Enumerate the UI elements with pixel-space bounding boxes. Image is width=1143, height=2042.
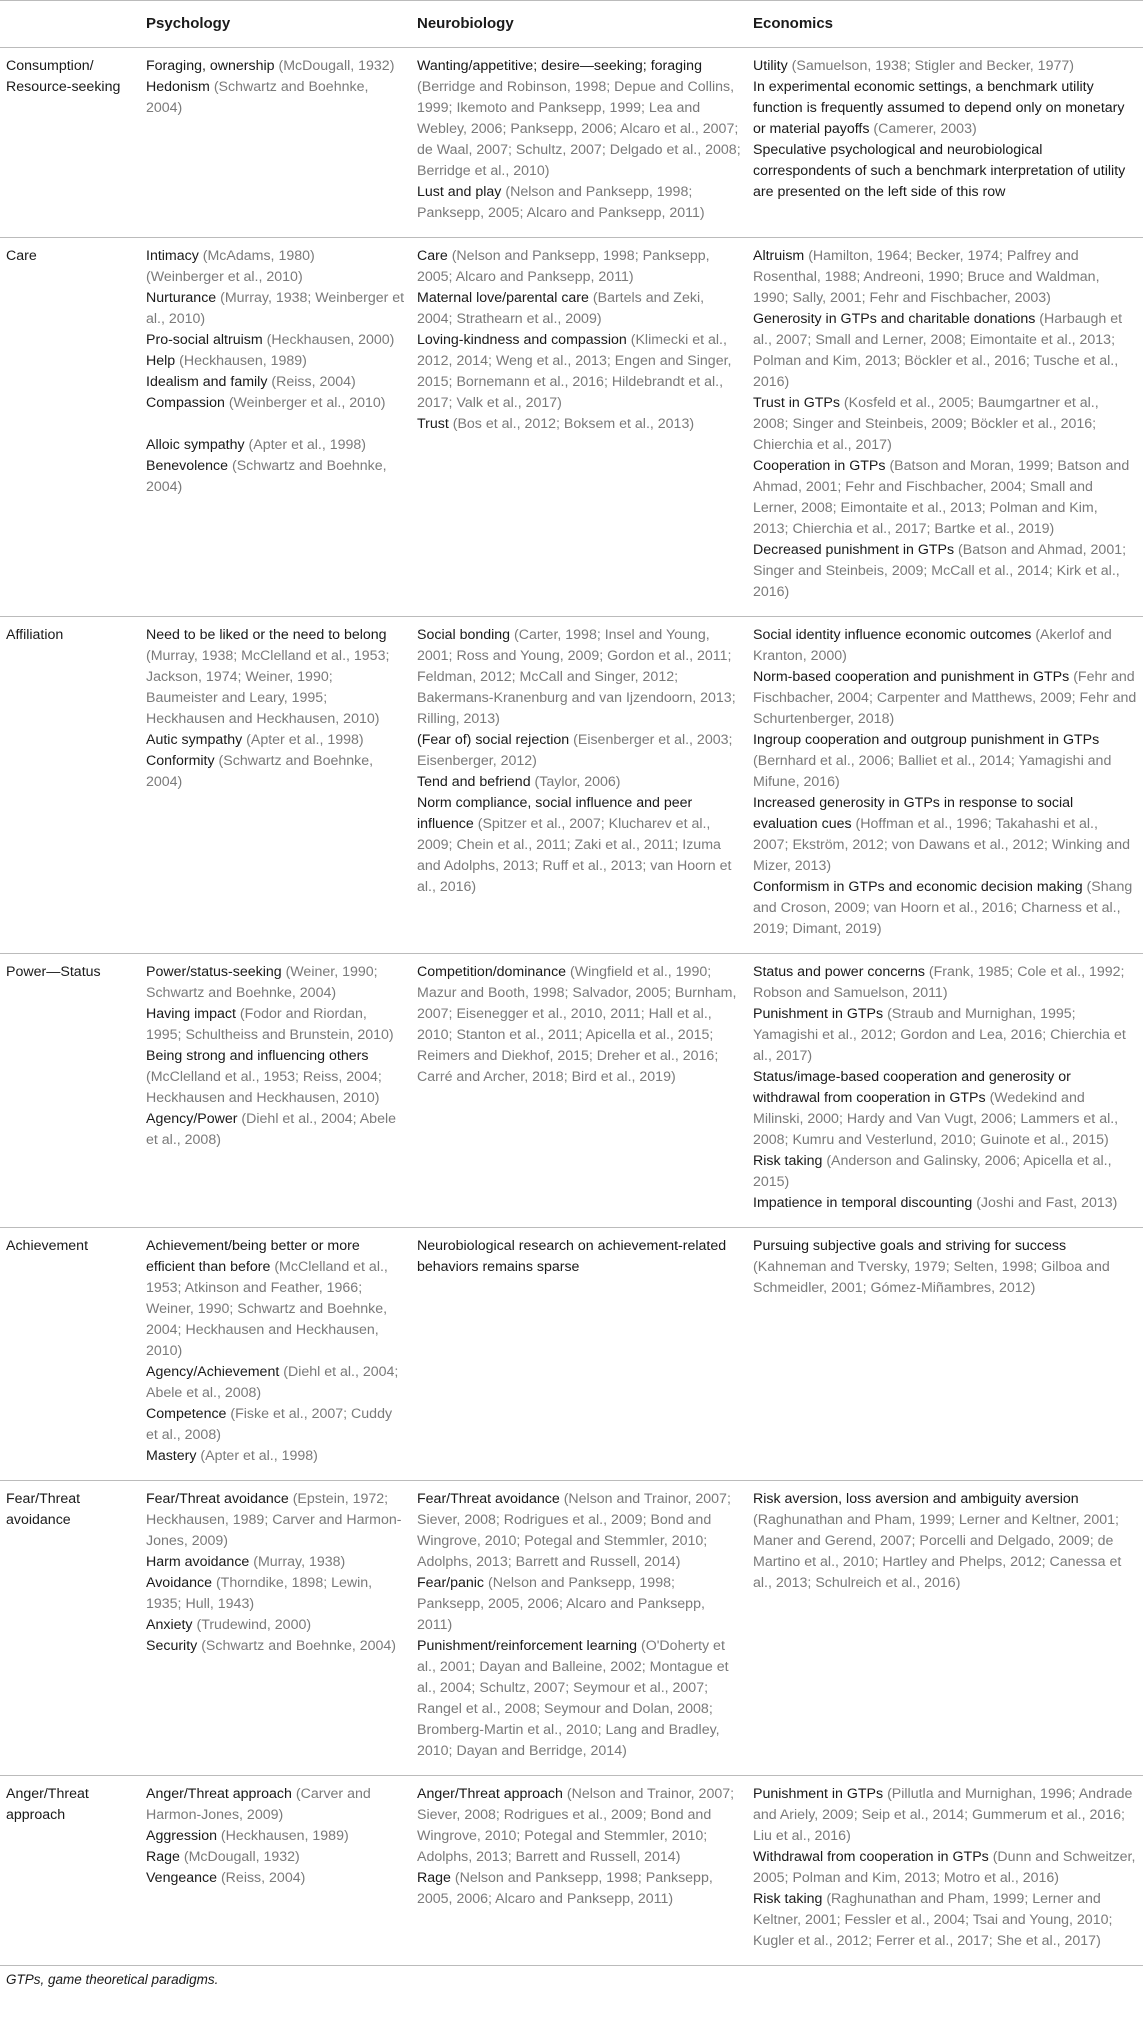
entry-text: In experimental economic settings, a benchmark utility function is frequently assumed to depend only on monetary or material payoffs bbox=[753, 79, 1125, 137]
cell-entry bbox=[146, 1109, 405, 1151]
entry-text: Fear/Threat avoidance bbox=[146, 1491, 293, 1507]
table-row bbox=[0, 1228, 1143, 1481]
entry-citation: (Heckhausen, 1989) bbox=[179, 353, 307, 369]
entry-citation: (Schwartz and Boehnke, 2004) bbox=[146, 79, 369, 116]
neurobiology-cell bbox=[411, 1481, 747, 1776]
entry-citation: (Klimecki et al., 2012, 2014; Weng et al., 2013; Engen and Singer, 2015; Bornemann et al., 2016; Hildebrandt et al., 2017; Valk et al., 2017) bbox=[417, 332, 732, 411]
entry-citation: (Batson and Moran, 1999; Batson and Ahmad, 2001; Fehr and Fischbacher, 2004; Small and Lerner, 2008; Eimontaite et al., 2013; Polman and Kim, 2013; Chierchia et al., 2017; Bartke et al., 2019) bbox=[753, 458, 1130, 537]
entry-citation: (Reiss, 2004) bbox=[271, 374, 356, 390]
entry-text: Wanting/appetitive; desire—seeking; foraging bbox=[417, 58, 702, 74]
entry-text: Harm avoidance bbox=[146, 1554, 254, 1570]
psychology-cell bbox=[140, 1481, 411, 1776]
cell-entry bbox=[753, 1889, 1137, 1952]
cell-entry bbox=[146, 351, 405, 372]
cell-entry bbox=[146, 435, 405, 456]
cell-entry bbox=[753, 962, 1137, 1004]
psychology-cell bbox=[140, 1776, 411, 1966]
entry-text: Impatience in temporal discounting bbox=[753, 1195, 977, 1211]
neurobiology-cell bbox=[411, 617, 747, 954]
cell-entry bbox=[417, 1784, 741, 1868]
entry-citation: (Raghunathan and Pham, 1999; Lerner and Keltner, 2001; Maner and Gerend, 2007; Porcelli and Delgado, 2009; de Martino et al., 2010; Hartley and Phelps, 2012; Canessa et al., 2013; Schulreich et al., 2016) bbox=[753, 1512, 1122, 1591]
cell-entry bbox=[146, 267, 405, 288]
cell-entry bbox=[753, 140, 1137, 203]
entry-citation: (Thorndike, 1898; Lewin, 1935; Hull, 1943) bbox=[146, 1575, 373, 1612]
entry-text: Agency/Achievement bbox=[146, 1364, 284, 1380]
entry-text: Cooperation in GTPs bbox=[753, 458, 890, 474]
entry-text: Competence bbox=[146, 1406, 231, 1422]
entry-text: Norm-based cooperation and punishment in GTPs bbox=[753, 669, 1074, 685]
entry-citation: (McDougall, 1932) bbox=[183, 1849, 300, 1865]
entry-citation: (Hamilton, 1964; Becker, 1974; Palfrey and Rosenthal, 1988; Andreoni, 1990; Bruce and Waldman, 1990; Sally, 2001; Fehr and Fischbacher, 2003) bbox=[753, 248, 1100, 306]
cell-entry bbox=[146, 1615, 405, 1636]
entry-citation: (Bartels and Zeki, 2004; Strathearn et al., 2009) bbox=[417, 290, 705, 327]
cell-entry bbox=[753, 456, 1137, 540]
entry-text: (Fear of) social rejection bbox=[417, 732, 574, 748]
header-economics: Economics bbox=[747, 1, 1143, 48]
cell-entry bbox=[753, 667, 1137, 730]
entry-citation: (Heckhausen, 2000) bbox=[266, 332, 395, 348]
row-category: Care bbox=[0, 238, 140, 617]
cell-entry bbox=[753, 246, 1137, 309]
entry-text: Trust bbox=[417, 416, 453, 432]
cell-entry bbox=[146, 1636, 405, 1657]
entry-text: Fear/Threat avoidance bbox=[417, 1491, 564, 1507]
entry-citation: (Diehl et al., 2004; Abele et al., 2008) bbox=[146, 1364, 399, 1401]
entry-text: Social identity influence economic outcomes bbox=[753, 627, 1036, 643]
entry-citation: (McAdams, 1980) bbox=[202, 248, 315, 264]
row-category: Anger/Threat approach bbox=[0, 1776, 140, 1966]
economics-cell bbox=[747, 48, 1143, 238]
entry-text: Power/status-seeking bbox=[146, 964, 286, 980]
entry-text: Rage bbox=[146, 1849, 184, 1865]
table-row bbox=[0, 1481, 1143, 1776]
entry-text: Utility bbox=[753, 58, 792, 74]
entry-text: Benevolence bbox=[146, 458, 232, 474]
entry-citation: (Joshi and Fast, 2013) bbox=[976, 1195, 1118, 1211]
cell-entry bbox=[417, 414, 741, 435]
entry-text: Compassion bbox=[146, 395, 229, 411]
cell-entry bbox=[417, 1489, 741, 1573]
cell-entry bbox=[753, 730, 1137, 793]
entry-text: Punishment in GTPs bbox=[753, 1006, 888, 1022]
entry-citation: (Apter et al., 1998) bbox=[246, 732, 364, 748]
cell-entry bbox=[417, 962, 741, 1088]
entry-text: Mastery bbox=[146, 1448, 201, 1464]
table-header bbox=[0, 1, 1143, 48]
cell-entry bbox=[146, 1046, 405, 1109]
cell-entry bbox=[753, 56, 1137, 77]
psychology-cell bbox=[140, 1228, 411, 1481]
entry-text: Altruism bbox=[753, 248, 809, 264]
cell-entry bbox=[753, 1847, 1137, 1889]
cell-entry bbox=[146, 56, 405, 77]
entry-citation: (Weinberger et al., 2010) bbox=[228, 395, 386, 411]
entry-text: Neurobiological research on achievement-related behaviors remains sparse bbox=[417, 1238, 727, 1275]
entry-citation: (Samuelson, 1938; Stigler and Becker, 1977) bbox=[791, 58, 1074, 74]
entry-text: Having impact bbox=[146, 1006, 240, 1022]
entry-citation: (Shang and Croson, 2009; van Hoorn et al., 2016; Charness et al., 2019; Dimant, 2019) bbox=[753, 879, 1133, 937]
cell-entry bbox=[146, 1552, 405, 1573]
entry-text: Speculative psychological and neurobiological correspondents of such a benchmark interpretation of utility are presented on the left side of this row bbox=[753, 142, 1126, 200]
cell-entry bbox=[753, 1784, 1137, 1847]
economics-cell bbox=[747, 238, 1143, 617]
entry-citation: (Bos et al., 2012; Boksem et al., 2013) bbox=[452, 416, 695, 432]
table-body bbox=[0, 48, 1143, 1966]
entry-citation: (Apter et al., 1998) bbox=[200, 1448, 318, 1464]
entry-text: Need to be liked or the need to belong bbox=[146, 627, 387, 643]
cell-entry bbox=[753, 1151, 1137, 1193]
entry-citation: (Nelson and Panksepp, 1998; Panksepp, 2005; Alcaro and Panksepp, 2011) bbox=[417, 248, 710, 285]
row-category: Affiliation bbox=[0, 617, 140, 954]
cell-entry bbox=[146, 77, 405, 119]
neurobiology-cell bbox=[411, 954, 747, 1228]
entry-text: Risk taking bbox=[753, 1153, 827, 1169]
cell-entry bbox=[146, 1573, 405, 1615]
economics-cell bbox=[747, 1776, 1143, 1966]
entry-citation: (McClelland et al., 1953; Reiss, 2004; Heckhausen and Heckhausen, 2010) bbox=[146, 1069, 382, 1106]
cell-entry bbox=[417, 625, 741, 730]
cell-entry bbox=[417, 772, 741, 793]
entry-text: Pro-social altruism bbox=[146, 332, 267, 348]
entry-text: Competition/dominance bbox=[417, 964, 570, 980]
entry-citation: (Camerer, 2003) bbox=[873, 121, 977, 137]
entry-citation: (Spitzer et al., 2007; Klucharev et al., 2009; Chein et al., 2011; Zaki et al., 2011; Izuma and Adolphs, 2013; Ruff et al., 2013; van Hoorn et al., 2016) bbox=[417, 816, 732, 895]
entry-citation: (Berridge and Robinson, 1998; Depue and Collins, 1999; Ikemoto and Panksepp, 1999; Lea and Webley, 2006; Panksepp, 2006; Alcaro et al., 2007; de Waal, 2007; Schultz, 2007; Delgado et al., 2008; Berridge et al., 2010) bbox=[417, 79, 741, 179]
psychology-cell bbox=[140, 238, 411, 617]
cell-entry bbox=[146, 1784, 405, 1826]
entry-text: Intimacy bbox=[146, 248, 203, 264]
entry-text: Risk taking bbox=[753, 1891, 827, 1907]
cell-entry bbox=[146, 1868, 405, 1889]
entry-citation: (Nelson and Panksepp, 1998; Panksepp, 2005, 2006; Alcaro and Panksepp, 2011) bbox=[417, 1575, 705, 1633]
cell-entry bbox=[753, 793, 1137, 877]
cell-entry bbox=[753, 393, 1137, 456]
entry-text: Care bbox=[417, 248, 452, 264]
entry-text: Anger/Threat approach bbox=[417, 1786, 567, 1802]
entry-citation: (Wedekind and Milinski, 2000; Hardy and Van Vugt, 2006; Lammers et al., 2008; Kumru and Vesterlund, 2010; Guinote et al., 2015) bbox=[753, 1090, 1119, 1148]
entry-text: Conformism in GTPs and economic decision making bbox=[753, 879, 1087, 895]
table-footnote: GTPs, game theoretical paradigms. bbox=[6, 1972, 219, 1987]
cell-entry bbox=[417, 330, 741, 414]
entry-citation: (Kosfeld et al., 2005; Baumgartner et al., 2008; Singer and Steinbeis, 2009; Böckler et al., 2016; Chierchia et al., 2017) bbox=[753, 395, 1099, 453]
entry-citation: (Apter et al., 1998) bbox=[248, 437, 367, 453]
entry-text: Social bonding bbox=[417, 627, 515, 643]
entry-citation: (Hoffman et al., 1996; Takahashi et al., 2007; Ekström, 2012; von Dawans et al., 2012; Winking and Mizer, 2013) bbox=[753, 816, 1130, 874]
cell-entry bbox=[753, 1489, 1137, 1594]
entry-text: Ingroup cooperation and outgroup punishment in GTPs bbox=[753, 732, 1100, 748]
entry-citation: (Fehr and Fischbacher, 2004; Carpenter and Matthews, 2009; Fehr and Schurtenberger, 2018) bbox=[753, 669, 1137, 727]
entry-text: Achievement/being better or more efficient than before bbox=[146, 1238, 360, 1275]
entry-text: Alloic sympathy bbox=[146, 437, 249, 453]
entry-citation: (O'Doherty et al., 2001; Dayan and Balleine, 2002; Montague et al., 2004; Schultz, 2007; Seymour et al., 2007; Rangel et al., 2008; Seymour and Dolan, 2008; Bromberg-Martin et al., 2010; Lang and Bradley, 2010; Dayan and Berridge, 2014) bbox=[417, 1638, 729, 1759]
entry-text: Generosity in GTPs and charitable donations bbox=[753, 311, 1040, 327]
cell-entry bbox=[146, 1847, 405, 1868]
entry-text: Aggression bbox=[146, 1828, 221, 1844]
table-row bbox=[0, 48, 1143, 238]
neurobiology-cell bbox=[411, 238, 747, 617]
table-row bbox=[0, 617, 1143, 954]
cell-entry bbox=[417, 793, 741, 898]
entry-citation: (Weiner, 1990; Schwartz and Boehnke, 2004) bbox=[146, 964, 378, 1001]
cell-entry bbox=[753, 540, 1137, 603]
neurobiology-cell bbox=[411, 1228, 747, 1481]
entry-text: Autic sympathy bbox=[146, 732, 247, 748]
entry-text: Withdrawal from cooperation in GTPs bbox=[753, 1849, 993, 1865]
entry-citation: (Carver and Harmon-Jones, 2009) bbox=[146, 1786, 371, 1823]
entry-citation: (Dunn and Schweitzer, 2005; Polman and Kim, 2013; Motro et al., 2016) bbox=[753, 1849, 1136, 1886]
cell-entry bbox=[146, 288, 405, 330]
cell-entry bbox=[146, 1362, 405, 1404]
entry-text: Anxiety bbox=[146, 1617, 197, 1633]
entry-citation: (Trudewind, 2000) bbox=[196, 1617, 312, 1633]
row-category: Achievement bbox=[0, 1228, 140, 1481]
entry-text: Decreased punishment in GTPs bbox=[753, 542, 959, 558]
entry-text: Risk aversion, loss aversion and ambiguity aversion bbox=[753, 1491, 1079, 1507]
cell-entry bbox=[417, 246, 741, 288]
entry-text: Help bbox=[146, 353, 180, 369]
cell-entry bbox=[146, 1236, 405, 1362]
entry-text: Punishment/reinforcement learning bbox=[417, 1638, 641, 1654]
cell-entry bbox=[417, 1636, 741, 1762]
entry-text: Being strong and influencing others bbox=[146, 1048, 369, 1064]
cell-entry bbox=[417, 1868, 741, 1910]
entry-citation: (Anderson and Galinsky, 2006; Apicella et al., 2015) bbox=[753, 1153, 1112, 1190]
economics-cell bbox=[747, 1481, 1143, 1776]
entry-citation: (Wingfield et al., 1990; Mazur and Booth, 1998; Salvador, 2005; Burnham, 2007; Eisenegger et al., 2010, 2011; Hall et al., 2010; Stanton et al., 2011; Apicella et al., 2015; Reimers and Diekhof, 2015; Dreher et al., 2016; Carré and Archer, 2018; Bird et al., 2019) bbox=[417, 964, 737, 1085]
entry-text: Status/image-based cooperation and generosity or withdrawal from cooperation in GTPs bbox=[753, 1069, 1071, 1106]
cell-entry bbox=[753, 309, 1137, 393]
header-psychology: Psychology bbox=[140, 1, 411, 48]
header-row bbox=[0, 1, 1143, 48]
cell-entry bbox=[753, 1193, 1137, 1214]
cell-entry bbox=[146, 730, 405, 751]
row-category: Consumption/ Resource-seeking bbox=[0, 48, 140, 238]
entry-citation: (Fiske et al., 2007; Cuddy et al., 2008) bbox=[146, 1406, 393, 1443]
cell-entry bbox=[146, 393, 405, 414]
cell-entry bbox=[146, 1489, 405, 1552]
entry-citation: (Murray, 1938; Weinberger et al., 2010) bbox=[146, 290, 405, 327]
entry-citation: (Nelson and Panksepp, 1998; Panksepp, 2005; Alcaro and Panksepp, 2011) bbox=[417, 184, 705, 221]
cell-entry bbox=[146, 1826, 405, 1847]
entry-text: Agency/Power bbox=[146, 1111, 242, 1127]
cell-entry bbox=[417, 1236, 741, 1278]
economics-cell bbox=[747, 1228, 1143, 1481]
economics-cell bbox=[747, 954, 1143, 1228]
entry-citation: (Schwartz and Boehnke, 2004) bbox=[146, 753, 374, 790]
cell-entry bbox=[417, 182, 741, 224]
entry-citation: (Nelson and Trainor, 2007; Siever, 2008; Rodrigues et al., 2009; Bond and Wingrove, 2010; Potegal and Stemmler, 2010; Adolphs, 2013; Barrett and Russell, 2014) bbox=[417, 1491, 731, 1570]
entry-text: Idealism and family bbox=[146, 374, 272, 390]
entry-citation: (Diehl et al., 2004; Abele et al., 2008) bbox=[146, 1111, 397, 1148]
entry-citation: (Raghunathan and Pham, 1999; Lerner and Keltner, 2001; Fessler et al., 2004; Tsai and Young, 2010; Kugler et al., 2012; Ferrer et al., 2017; She et al., 2017) bbox=[753, 1891, 1113, 1949]
economics-cell bbox=[747, 617, 1143, 954]
table-row bbox=[0, 238, 1143, 617]
cell-entry bbox=[753, 625, 1137, 667]
entry-citation: (Kahneman and Tversky, 1979; Selten, 1998; Gilboa and Schmeidler, 2001; Gómez-Miñambres, 2012) bbox=[753, 1259, 1110, 1296]
entry-citation: (Akerlof and Kranton, 2000) bbox=[753, 627, 1112, 664]
entry-text: Hedonism bbox=[146, 79, 214, 95]
table-row bbox=[0, 1776, 1143, 1966]
entry-citation: (McDougall, 1932) bbox=[278, 58, 395, 74]
row-category: Fear/Threat avoidance bbox=[0, 1481, 140, 1776]
entry-text: Vengeance bbox=[146, 1870, 221, 1886]
entry-citation: (Nelson and Panksepp, 1998; Panksepp, 2005, 2006; Alcaro and Panksepp, 2011) bbox=[417, 1870, 713, 1907]
entry-text: Foraging, ownership bbox=[146, 58, 279, 74]
entry-citation: (Nelson and Trainor, 2007; Siever, 2008; Rodrigues et al., 2009; Bond and Wingrove, 2010; Potegal and Stemmler, 2010; Adolphs, 2013; Barrett and Russell, 2014) bbox=[417, 1786, 735, 1865]
entry-text: Lust and play bbox=[417, 184, 506, 200]
entry-citation: (Straub and Murnighan, 1995; Yamagishi et al., 2012; Gordon and Lea, 2016; Chierchia et al., 2017) bbox=[753, 1006, 1126, 1064]
entry-text: Maternal love/parental care bbox=[417, 290, 593, 306]
entry-text: Norm compliance, social influence and peer influence bbox=[417, 795, 693, 832]
entry-text: Tend and befriend bbox=[417, 774, 535, 790]
entry-text: Loving-kindness and compassion bbox=[417, 332, 631, 348]
entry-text: Security bbox=[146, 1638, 202, 1654]
entry-citation: (Heckhausen, 1989) bbox=[220, 1828, 349, 1844]
entry-citation: (McClelland et al., 1953; Atkinson and Feather, 1966; Weiner, 1990; Schwartz and Boehnke, 2004; Heckhausen and Heckhausen, 2010) bbox=[146, 1259, 388, 1359]
cell-entry bbox=[146, 962, 405, 1004]
entry-citation: (Bernhard et al., 2006; Balliet et al., 2014; Yamagishi and Mifune, 2016) bbox=[753, 753, 1112, 790]
cell-entry bbox=[417, 1573, 741, 1636]
cell-entry bbox=[753, 877, 1137, 940]
cell-entry bbox=[146, 625, 405, 730]
cell-entry bbox=[146, 330, 405, 351]
entry-citation: (Epstein, 1972; Heckhausen, 1989; Carver and Harmon-Jones, 2009) bbox=[146, 1491, 402, 1549]
cell-entry bbox=[146, 1004, 405, 1046]
cell-entry bbox=[753, 1236, 1137, 1299]
cell-entry bbox=[146, 1446, 405, 1467]
entry-citation: (Schwartz and Boehnke, 2004) bbox=[201, 1638, 397, 1654]
entry-text: Trust in GTPs bbox=[753, 395, 844, 411]
entry-citation: (Murray, 1938) bbox=[253, 1554, 346, 1570]
entry-text: Increased generosity in GTPs in response to social evaluation cues bbox=[753, 795, 1074, 832]
entry-citation: (Weinberger et al., 2010) bbox=[146, 269, 303, 285]
psychology-cell bbox=[140, 48, 411, 238]
entry-citation: (Reiss, 2004) bbox=[220, 1870, 306, 1886]
psychology-cell bbox=[140, 617, 411, 954]
entry-text: Pursuing subjective goals and striving for success bbox=[753, 1238, 1067, 1254]
entry-text: Status and power concerns bbox=[753, 964, 929, 980]
cell-entry bbox=[146, 1404, 405, 1446]
entry-citation: (Carter, 1998; Insel and Young, 2001; Ross and Young, 2009; Gordon et al., 2011; Feldman, 2012; McCall and Singer, 2012; Bakermans-Kranenburg and van Ijzendoorn, 2013; Rilling, 2013) bbox=[417, 627, 736, 727]
header-neurobiology: Neurobiology bbox=[411, 1, 747, 48]
neurobiology-cell bbox=[411, 1776, 747, 1966]
cell-entry bbox=[753, 1004, 1137, 1067]
entry-text: Rage bbox=[417, 1870, 455, 1886]
entry-citation: (Eisenberger et al., 2003; Eisenberger, 2012) bbox=[417, 732, 733, 769]
psychology-cell bbox=[140, 954, 411, 1228]
entry-text: Nurturance bbox=[146, 290, 221, 306]
entry-text: Anger/Threat approach bbox=[146, 1786, 296, 1802]
cell-entry bbox=[146, 751, 405, 793]
entry-citation: (Schwartz and Boehnke, 2004) bbox=[146, 458, 387, 495]
neurobiology-cell bbox=[411, 48, 747, 238]
cell-entry bbox=[417, 56, 741, 182]
entry-text: Conformity bbox=[146, 753, 219, 769]
entry-citation: (Harbaugh et al., 2007; Small and Lerner, 2008; Eimontaite et al., 2013; Polman and Kim, 2013; Böckler et al., 2016; Tusche et al., 2016) bbox=[753, 311, 1123, 390]
entry-citation: (Murray, 1938; McClelland et al., 1953; Jackson, 1974; Weiner, 1990; Baumeister and Leary, 1995; Heckhausen and Heckhausen, 2010) bbox=[146, 648, 390, 727]
cell-entry bbox=[417, 730, 741, 772]
entry-text: Avoidance bbox=[146, 1575, 216, 1591]
cell-entry bbox=[146, 246, 405, 267]
header-category bbox=[0, 1, 140, 48]
entry-citation: (Batson and Ahmad, 2001; Singer and Steinbeis, 2009; McCall et al., 2014; Kirk et al., 2016) bbox=[753, 542, 1127, 600]
entry-citation: (Taylor, 2006) bbox=[534, 774, 621, 790]
entry-text: Fear/panic bbox=[417, 1575, 488, 1591]
cell-entry bbox=[146, 372, 405, 393]
row-category: Power—Status bbox=[0, 954, 140, 1228]
cell-entry bbox=[146, 456, 405, 498]
cell-entry bbox=[417, 288, 741, 330]
cell-entry bbox=[753, 77, 1137, 140]
entry-citation: (Pillutla and Murnighan, 1996; Andrade and Ariely, 2009; Seip et al., 2014; Gummerum et al., 2016; Liu et al., 2016) bbox=[753, 1786, 1133, 1844]
entry-text: Punishment in GTPs bbox=[753, 1786, 888, 1802]
entry-citation: (Frank, 1985; Cole et al., 1992; Robson and Samuelson, 2011) bbox=[753, 964, 1125, 1001]
cell-entry bbox=[753, 1067, 1137, 1151]
table-row bbox=[0, 954, 1143, 1228]
entry-citation: (Fodor and Riordan, 1995; Schultheiss and Brunstein, 2010) bbox=[146, 1006, 394, 1043]
